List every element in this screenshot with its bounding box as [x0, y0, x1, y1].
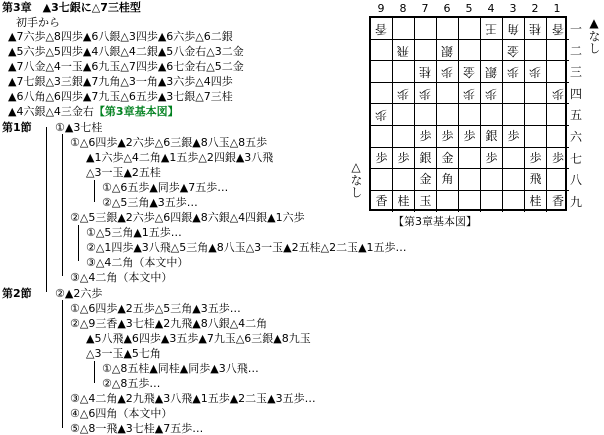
sente-piece: 歩 — [551, 150, 564, 165]
board-square — [525, 169, 547, 191]
gote-piece: 香 — [551, 22, 564, 36]
section-heading: 第1節 — [2, 121, 32, 134]
tree-line — [94, 361, 95, 383]
gote-hand: ▲なし — [587, 16, 601, 54]
board-square — [547, 191, 569, 213]
board-square — [459, 126, 481, 148]
sente-piece: 香 — [551, 193, 564, 208]
board-square — [481, 126, 503, 148]
board-square — [547, 40, 569, 62]
board-square — [393, 191, 415, 213]
move-line: ③△4二角▲2九飛▲3八飛▲1五歩▲2二玉▲3五歩… — [70, 392, 316, 405]
row-number: 五 — [569, 108, 582, 123]
board-square — [481, 191, 503, 213]
shogi-board — [369, 16, 567, 211]
move-line: ④△6四角（本文中） — [70, 407, 173, 420]
move-line: ①△6四歩▲2五歩△5三角▲3五歩… — [70, 302, 241, 315]
board-square — [459, 61, 481, 83]
move-line: ③△4二角（本文中） — [86, 256, 189, 269]
board-square — [415, 40, 437, 62]
board-square — [503, 148, 525, 170]
board-square — [415, 191, 437, 213]
board-square — [503, 104, 525, 126]
basic-diagram-label: 【第3章基本図】 — [93, 105, 179, 118]
sente-piece: 香 — [375, 193, 388, 208]
board-square — [415, 148, 437, 170]
board-square — [525, 40, 547, 62]
move-line: ⑤△8一飛▲3七桂▲7五歩… — [70, 422, 204, 435]
column-number: 4 — [487, 2, 495, 15]
move-line: ▲5六歩△5四歩▲4八銀△4二銀▲5八金右△3二金 — [8, 45, 244, 58]
board-square — [393, 61, 415, 83]
board-square — [415, 83, 437, 105]
gote-piece: 香 — [375, 22, 388, 36]
board-square — [547, 126, 569, 148]
board-square — [437, 61, 459, 83]
column-number: 7 — [421, 2, 429, 15]
sente-piece: 銀 — [419, 150, 432, 165]
board-square — [393, 104, 415, 126]
board-square — [525, 18, 547, 40]
board-square — [481, 104, 503, 126]
gote-piece: 歩 — [397, 86, 410, 101]
board-square — [459, 18, 481, 40]
board-square — [459, 148, 481, 170]
sente-piece: 歩 — [419, 129, 432, 143]
row-number: 七 — [569, 151, 582, 166]
board-caption: 【第3章基本図】 — [393, 215, 477, 228]
board-square — [371, 169, 393, 191]
move-line: ①▲3七桂 — [55, 121, 103, 134]
sente-piece: 歩 — [485, 150, 498, 165]
row-number: 二 — [569, 43, 582, 58]
column-number: 9 — [377, 2, 385, 15]
row-number: 三 — [569, 65, 582, 80]
board-square — [437, 191, 459, 213]
gote-piece: 歩 — [507, 65, 520, 80]
board-square — [393, 40, 415, 62]
gote-piece: 飛 — [397, 43, 410, 58]
board-square — [437, 83, 459, 105]
board-square — [525, 61, 547, 83]
board-square — [415, 126, 437, 148]
gote-piece: 桂 — [419, 65, 432, 80]
column-number: 2 — [531, 2, 539, 15]
column-number: 1 — [553, 2, 561, 15]
section-heading: 第2節 — [2, 287, 32, 300]
board-square — [459, 191, 481, 213]
move-line: ②△9三香▲3七桂▲2九飛▲8八銀△4二角 — [70, 317, 268, 330]
tree-line — [62, 134, 63, 276]
gote-piece: 歩 — [441, 65, 454, 80]
move-line: ①△6五歩▲同歩▲7五歩… — [102, 181, 229, 194]
board-square — [503, 191, 525, 213]
board-square — [481, 83, 503, 105]
move-line: ▲4六銀△4三金右【第3章基本図】 — [8, 105, 179, 118]
gote-piece: 歩 — [529, 65, 542, 80]
board-square — [371, 126, 393, 148]
row-number: 四 — [569, 86, 582, 101]
board-square — [547, 18, 569, 40]
gote-piece: 歩 — [419, 86, 432, 101]
board-square — [459, 104, 481, 126]
board-square — [415, 104, 437, 126]
move-line: △3一玉▲2五桂 — [86, 166, 161, 179]
sente-piece: 歩 — [397, 150, 410, 165]
board-square — [503, 40, 525, 62]
tree-line — [46, 127, 47, 292]
board-square — [393, 126, 415, 148]
sente-piece: 桂 — [397, 193, 410, 208]
column-number: 3 — [509, 2, 517, 15]
board-square — [547, 169, 569, 191]
board-square — [503, 83, 525, 105]
column-number: 5 — [465, 2, 473, 15]
sente-piece: 金 — [441, 150, 454, 165]
row-number: 九 — [569, 194, 582, 209]
board-square — [437, 40, 459, 62]
move-line: ▲7六歩△8四歩▲6八銀△3四歩▲6六歩△6二銀 — [8, 30, 233, 43]
gote-piece: 金 — [507, 43, 520, 58]
board-square — [415, 61, 437, 83]
board-square — [437, 104, 459, 126]
sente-piece: 歩 — [529, 150, 542, 165]
move-line: ②△8五歩… — [102, 377, 161, 390]
move-line: ▲7八金△4一玉▲6九玉△7四歩▲6七金右△5二金 — [8, 60, 244, 73]
move-line: ▲5八飛▲6四歩▲3五歩▲7九玉△6三銀▲8九玉 — [86, 332, 311, 345]
board-square — [371, 18, 393, 40]
row-number: 八 — [569, 173, 582, 188]
sente-hand: △なし — [349, 160, 363, 198]
board-square — [481, 40, 503, 62]
sente-piece: 歩 — [375, 150, 388, 165]
sente-piece: 玉 — [419, 193, 432, 208]
board-square — [503, 169, 525, 191]
board-square — [393, 148, 415, 170]
board-square — [371, 148, 393, 170]
move-line: ①△6四歩▲2六歩△6三銀▲8八玉△8五歩 — [70, 136, 268, 149]
board-square — [481, 169, 503, 191]
board-square — [547, 83, 569, 105]
gote-piece: 桂 — [529, 22, 542, 36]
board-square — [371, 191, 393, 213]
row-number: 一 — [569, 22, 582, 36]
board-square — [525, 126, 547, 148]
tree-line — [62, 300, 63, 428]
move-line: ③△4二角（本文中） — [70, 271, 173, 284]
gote-piece: 金 — [463, 65, 476, 80]
tree-line — [78, 225, 79, 261]
board-square — [525, 148, 547, 170]
board-square — [415, 169, 437, 191]
board-square — [437, 126, 459, 148]
tree-line — [94, 180, 95, 202]
gote-piece: 王 — [485, 22, 498, 36]
board-square — [503, 18, 525, 40]
move-line: ②△5三角▲3五歩… — [102, 196, 198, 209]
board-square — [371, 61, 393, 83]
board-square — [459, 40, 481, 62]
gote-piece: 角 — [507, 22, 520, 36]
board-square — [459, 169, 481, 191]
board-square — [481, 148, 503, 170]
board-square — [503, 61, 525, 83]
board-square — [547, 104, 569, 126]
board-square — [393, 169, 415, 191]
board-square — [525, 83, 547, 105]
move-line: ①△5三角▲1五歩… — [86, 226, 182, 239]
board-square — [525, 191, 547, 213]
board-square — [415, 18, 437, 40]
move-line: ②△1四歩▲3八飛△5三角▲8八玉△3一玉▲2五桂△2二玉▲1五歩… — [86, 241, 407, 254]
gote-piece: 歩 — [463, 86, 476, 101]
sente-piece: 桂 — [529, 193, 542, 208]
move-line: ▲6八角△6四歩▲7九玉△6五歩▲3七銀△7三桂 — [8, 90, 233, 103]
sente-piece: 歩 — [441, 129, 454, 143]
column-number: 8 — [399, 2, 407, 15]
board-square — [437, 18, 459, 40]
sente-piece: 角 — [441, 172, 454, 187]
sente-piece: 金 — [419, 172, 432, 187]
gote-piece: 歩 — [551, 86, 564, 101]
sente-piece: 歩 — [463, 129, 476, 143]
chapter-title: 第3章 ▲3七銀に△7三桂型 — [2, 1, 141, 14]
move-line: ②△5三銀▲2六歩△6四銀▲8六銀△4四銀▲1六歩 — [70, 211, 305, 224]
gote-piece: 歩 — [375, 108, 388, 123]
board-square — [371, 104, 393, 126]
board-square — [371, 40, 393, 62]
sente-piece: 銀 — [485, 129, 498, 143]
move-line: ②▲2六歩 — [55, 287, 103, 300]
board-square — [547, 148, 569, 170]
board-square — [503, 126, 525, 148]
board-square — [437, 148, 459, 170]
board-square — [393, 18, 415, 40]
gote-piece: 銀 — [485, 65, 498, 80]
gote-piece: 銀 — [441, 43, 454, 58]
board-square — [437, 169, 459, 191]
board-square — [547, 61, 569, 83]
move-line: ①△8五桂▲同桂▲同歩▲3八飛… — [102, 362, 259, 375]
move-line: ▲1六歩△4二角▲1五歩△2四銀▲3八飛 — [86, 151, 274, 164]
sente-piece: 歩 — [507, 129, 520, 143]
column-number: 6 — [443, 2, 451, 15]
move-line: ▲7七銀△3三銀▲7九角△3一角▲3六歩△4四歩 — [8, 75, 233, 88]
board-square — [481, 18, 503, 40]
board-square — [371, 83, 393, 105]
board-square — [459, 83, 481, 105]
gote-piece: 歩 — [485, 86, 498, 101]
board-square — [393, 83, 415, 105]
move-line: 初手から — [16, 16, 60, 29]
move-line: △3一玉▲5七角 — [86, 347, 161, 360]
sente-piece: 飛 — [529, 172, 542, 187]
row-number: 六 — [569, 130, 582, 144]
board-square — [481, 61, 503, 83]
board-square — [525, 104, 547, 126]
